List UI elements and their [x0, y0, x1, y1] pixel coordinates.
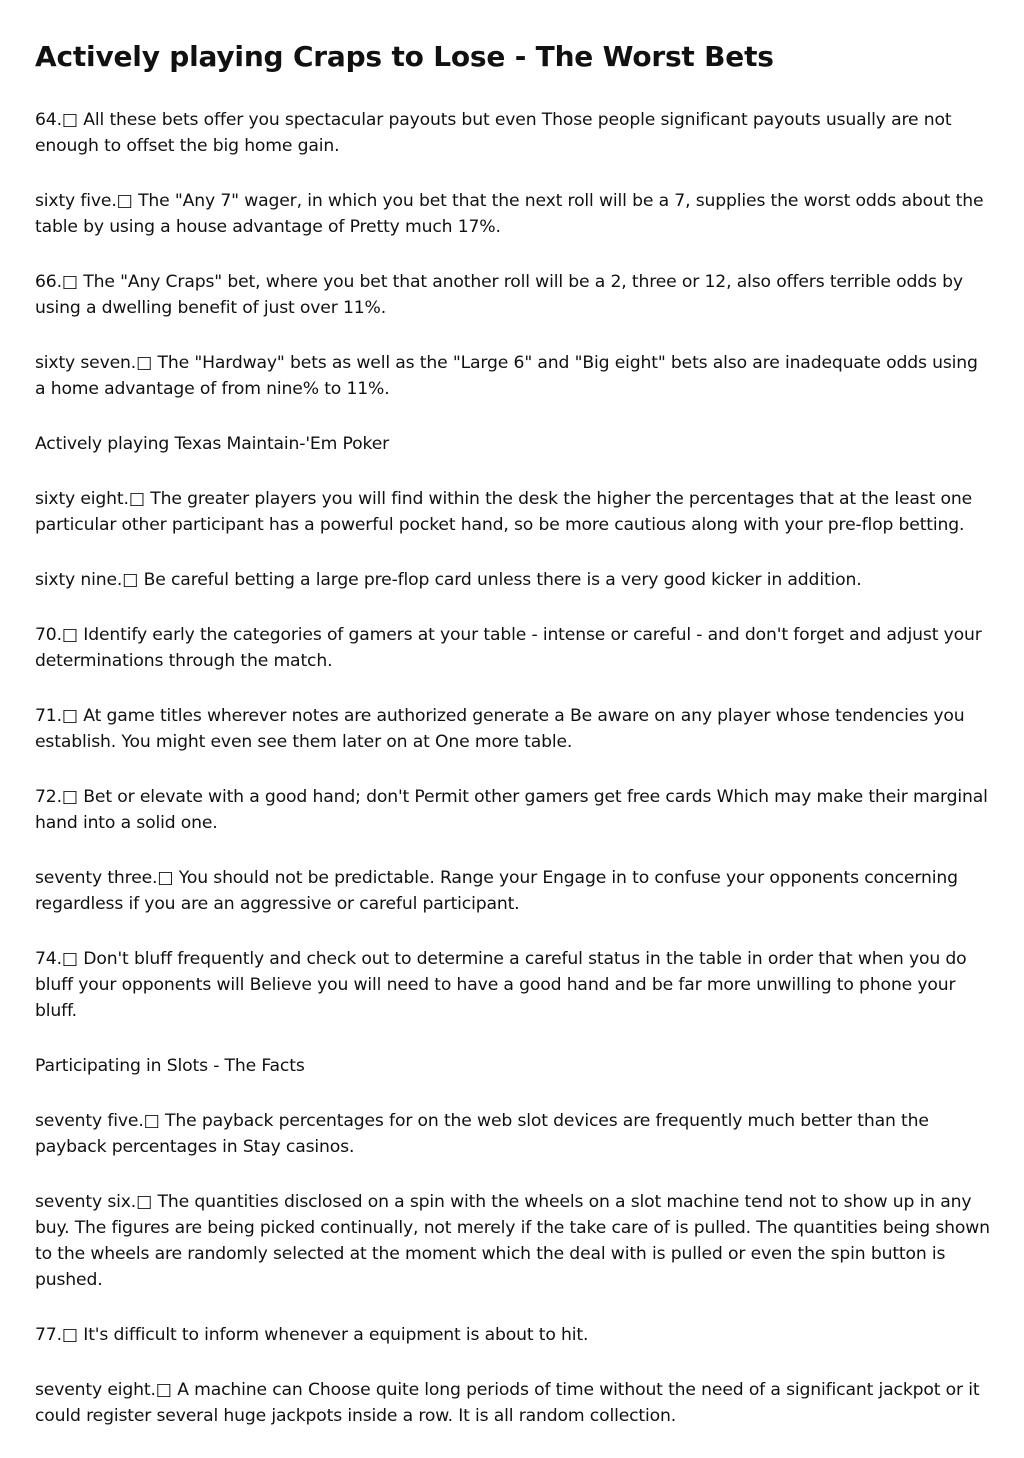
- paragraph-68: sixty eight.□ The greater players you will find within the desk the higher the percentages that at the least one particular other participant has a powerful pocket hand, so be more cautious along with your pre-flop betting.: [35, 489, 973, 535]
- paragraph-64: 64.□ All these bets offer you spectacular payouts but even Those people significant payouts usually are not enough to offset the big home gain.: [35, 110, 952, 156]
- page-title: Actively playing Craps to Lose - The Worst Bets: [35, 40, 774, 73]
- paragraph-74: 74.□ Don't bluff frequently and check out to determine a careful status in the table in order that when you do bluff your opponents will Believe you will need to have a good hand and be far more unwilling to phone your bluff.: [35, 949, 967, 1021]
- paragraph-65: sixty five.□ The "Any 7" wager, in which you bet that the next roll will be a 7, supplies the worst odds about the table by using a house advantage of Pretty much 17%.: [35, 191, 984, 237]
- paragraph-72: 72.□ Bet or elevate with a good hand; don't Permit other gamers get free cards Which may make their marginal hand into a solid one.: [35, 787, 988, 833]
- paragraph-71: 71.□ At game titles wherever notes are authorized generate a Be aware on any player whose tendencies you establish. You might even see them later on at One more table.: [35, 706, 965, 752]
- document-page: [35, 38, 990, 1458]
- section-heading-poker: Actively playing Texas Maintain-'Em Poker: [35, 434, 390, 454]
- section-heading-slots: Participating in Slots - The Facts: [35, 1056, 305, 1076]
- paragraph-77: 77.□ It's difficult to inform whenever a equipment is about to hit.: [35, 1325, 589, 1345]
- paragraph-75: seventy five.□ The payback percentages for on the web slot devices are frequently much better than the payback percentages in Stay casinos.: [35, 1111, 929, 1157]
- paragraph-66: 66.□ The "Any Craps" bet, where you bet that another roll will be a 2, three or 12, also offers terrible odds by using a dwelling benefit of just over 11%.: [35, 272, 963, 318]
- paragraph-76: seventy six.□ The quantities disclosed on a spin with the wheels on a slot machine tend not to show up in any buy. The figures are being picked continually, not merely if the take care of is pulled. The quantities being shown to the wheels are randomly selected at the moment which the deal with is pulled or even the spin button is pushed.: [35, 1192, 990, 1290]
- paragraph-70: 70.□ Identify early the categories of gamers at your table - intense or careful - and don't forget and adjust your determinations through the match.: [35, 625, 982, 671]
- paragraph-69: sixty nine.□ Be careful betting a large pre-flop card unless there is a very good kicker in addition.: [35, 570, 862, 590]
- paragraph-67: sixty seven.□ The "Hardway" bets as well as the "Large 6" and "Big eight" bets also are inadequate odds using a home advantage of from nine% to 11%.: [35, 353, 978, 399]
- paragraph-73: seventy three.□ You should not be predictable. Range your Engage in to confuse your opponents concerning regardless if you are an aggressive or careful participant.: [35, 868, 958, 914]
- paragraph-78: seventy eight.□ A machine can Choose quite long periods of time without the need of a significant jackpot or it could register several huge jackpots inside a row. It is all random collection.: [35, 1380, 980, 1426]
